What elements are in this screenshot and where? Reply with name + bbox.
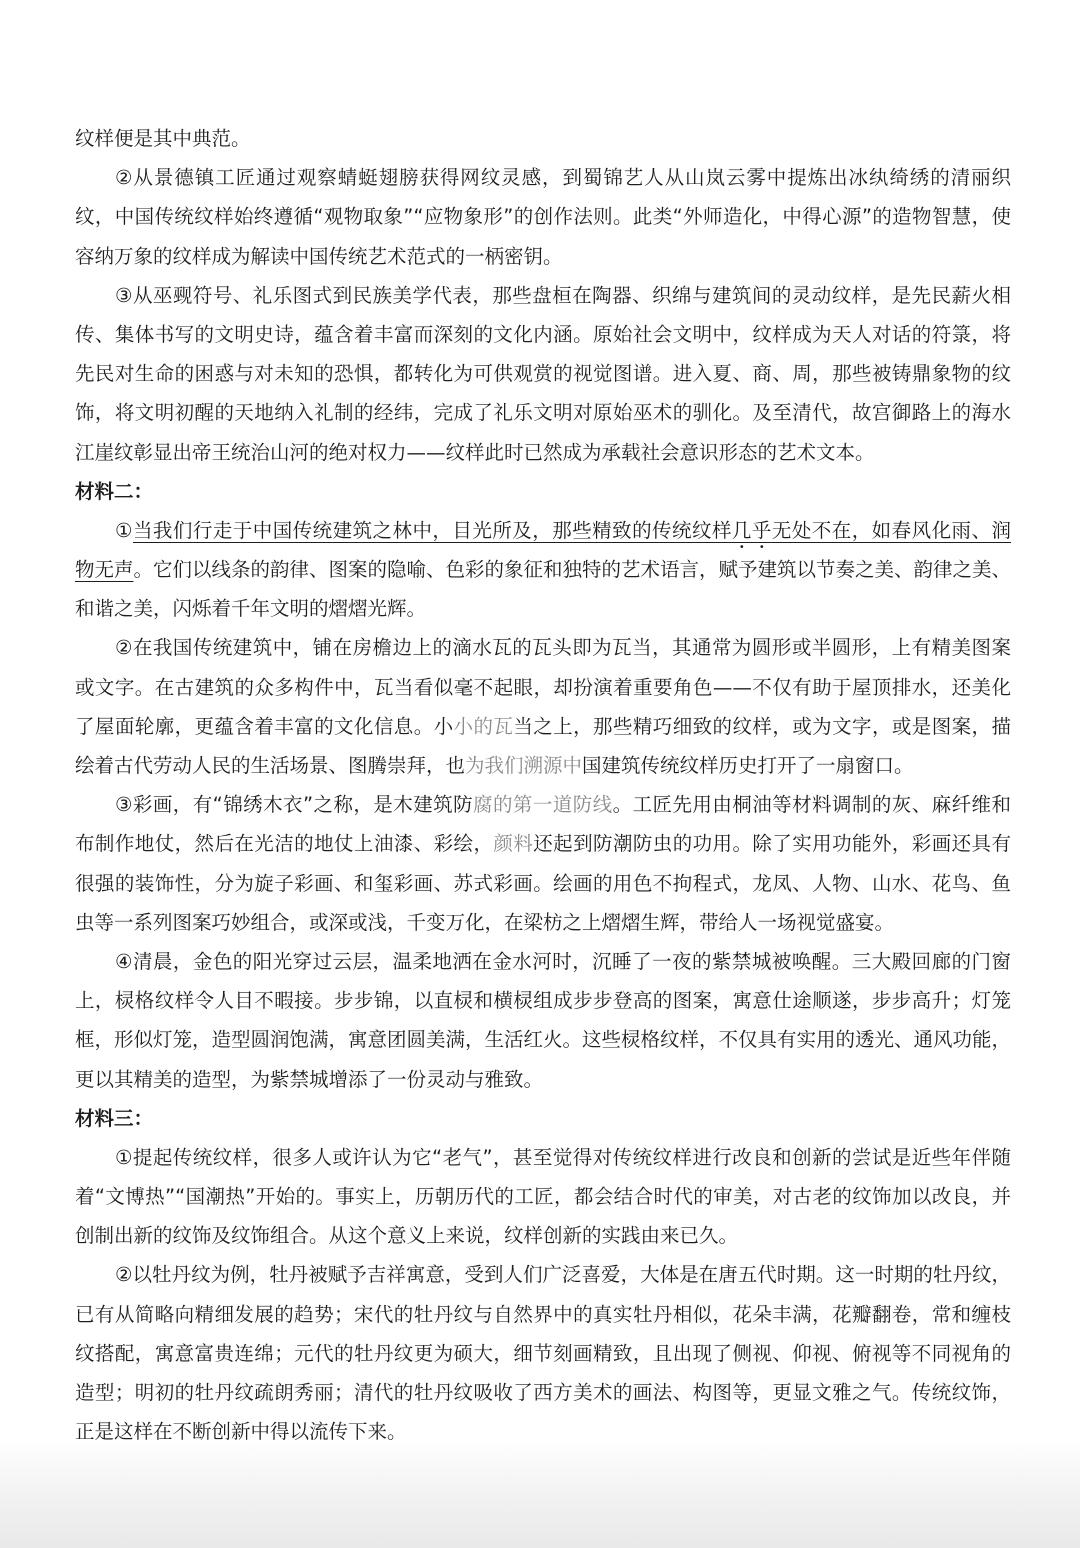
paragraph	[75, 1255, 1011, 1451]
paragraph	[75, 628, 1011, 785]
text-line: ④清晨，金色的阳光穿过云层，温柔地洒在金水河时，沉睡了一夜的紫禁城被唤醒。三大殿回廊的门窗	[115, 949, 1011, 973]
text-segment: 小的瓦	[453, 714, 514, 738]
text-line: 饰，将文明初醒的天地纳入礼制的经纬，完成了礼乐文明对原始巫术的驯化。及至清代，故宫御路上的海水	[75, 401, 1011, 425]
text-line: 创制出新的纹饰及纹饰组合。从这个意义上来说，纹样创新的实践由来已久。	[75, 1224, 739, 1248]
text-line: 纹搭配，寓意富贵连绵；元代的牡丹纹更为硕大，细节刻画精致，且出现了侧视、仰视、俯视等不同视角的	[75, 1341, 1011, 1365]
text-line	[75, 707, 1011, 746]
paragraph	[75, 511, 1011, 629]
text-segment: ③彩画，有“锦绣木衣”之称，是木建筑防	[115, 793, 474, 817]
paragraph	[75, 276, 1011, 472]
text-segment: ①	[115, 518, 133, 542]
text-segment: 国建筑传统纹样历史打开了一扇窗口。	[582, 754, 914, 777]
underlined-text: 无处不在，如春风化雨、润	[771, 518, 1011, 542]
underlined-text: 物无声	[75, 558, 134, 582]
text-segment: 为我们溯源中	[465, 754, 583, 777]
text-line	[75, 785, 1011, 824]
section-heading: 材料二：	[75, 479, 154, 503]
text-line: 正是这样在不断创新中得以流传下来。	[75, 1420, 407, 1444]
paragraph	[75, 119, 1011, 158]
underlined-text: 当我们行走于中国传统建筑之林中，目光所及，那些精致的传统纹样	[132, 518, 732, 542]
text-line: 或文字。在古建筑的众多构件中，瓦当看似毫不起眼，却扮演着重要角色——不仅有助于屋顶排水，还美化	[75, 675, 1011, 699]
paragraph	[75, 158, 1011, 276]
text-line: 已有从简略向精细发展的趋势；宋代的牡丹纹与自然界中的真实牡丹相似，花朵丰满，花瓣翻卷，常和缠枝	[75, 1302, 1011, 1326]
underlined-text: 几乎	[731, 518, 772, 542]
text-line: 很强的装饰性，分为旋子彩画、和玺彩画、苏式彩画。绘画的用色不拘程式，龙凤、人物、山水、花鸟、鱼	[75, 871, 1011, 895]
text-segment: 了屋面轮廓，更蕴含着丰富的文化信息。小	[75, 714, 454, 738]
text-line	[75, 746, 1011, 785]
text-segment: 布制作地仗，然后在光洁的地仗上油漆、彩绘，	[75, 832, 494, 856]
text-line	[75, 511, 1011, 550]
text-line: 虫等一系列图案巧妙组合，或深或浅，千变万化，在梁枋之上熠熠生辉，带给人一场视觉盛宴。	[75, 910, 895, 934]
text-line: ②从景德镇工匠通过观察蜻蜓翅膀获得网纹灵感，到蜀锦艺人从山岚云雾中提炼出冰纨绮绣的清丽织	[115, 166, 1011, 190]
section-heading: 材料三：	[75, 1106, 154, 1130]
text-line: 上，棂格纹样令人目不暇接。步步锦，以直棂和横棂组成步步登高的图案，寓意仕途顺遂，步步高升；灯笼	[75, 989, 1011, 1013]
paragraph	[75, 785, 1011, 942]
text-segment: 颜料	[493, 832, 534, 856]
paragraph	[75, 942, 1011, 1099]
text-line: ②以牡丹纹为例，牡丹被赋予吉祥寓意，受到人们广泛喜爱，大体是在唐五代时期。这一时期的牡丹纹，	[115, 1263, 1011, 1287]
document-body	[75, 119, 1011, 1451]
text-line: 和谐之美，闪烁着千年文明的熠熠光辉。	[75, 597, 427, 621]
text-line: ③从巫觋符号、礼乐图式到民族美学代表，那些盘桓在陶器、织绵与建筑间的灵动纹样，是先民薪火相	[115, 283, 1011, 307]
text-segment: 腐的第一道防线	[473, 793, 613, 817]
text-line: 着“文博热”“国潮热”开始的。事实上，历朝历代的工匠，都会结合时代的审美，对古老的纹饰加以改良，并	[75, 1185, 1011, 1209]
text-line: 容纳万象的纹样成为解读中国传统艺术范式的一柄密钥。	[75, 244, 563, 268]
text-line: ②在我国传统建筑中，铺在房檐边上的滴水瓦的瓦头即为瓦当，其通常为圆形或半圆形，上有精美图案	[115, 636, 1011, 660]
text-segment: 。它们以线条的韵律、图案的隐喻、色彩的象征和独特的艺术语言，赋予建筑以节奏之美、韵律之美、	[133, 558, 1012, 582]
text-line: 纹，中国传统纹样始终遵循“观物取象”“应物象形”的创作法则。此类“外师造化，中得心源”的造物智慧，使	[75, 205, 1011, 229]
text-line	[75, 550, 1011, 589]
text-line: 传、集体书写的文明史诗，蕴含着丰富而深刻的文化内涵。原始社会文明中，纹样成为天人对话的符箓，将	[75, 322, 1011, 346]
paragraph	[75, 1138, 1011, 1256]
text-segment: 绘着古代劳动人民的生活场景、图腾崇拜，也	[75, 754, 466, 777]
text-line: 纹样便是其中典范。	[75, 127, 251, 150]
text-segment: 。工匠先用由桐油等材料调制的灰、麻纤维和	[612, 793, 1011, 817]
text-line: 先民对生命的困惑与对未知的恐惧，都转化为可供观赏的视觉图谱。进入夏、商、周，那些被铸鼎象物的纹	[75, 362, 1011, 386]
text-line: ①提起传统纹样，很多人或许认为它“老气”，甚至觉得对传统纹样进行改良和创新的尝试是近些年伴随	[115, 1145, 1011, 1169]
text-line: 框，形似灯笼，造型圆润饱满，寓意团圆美满，生活红火。这些棂格纹样，不仅具有实用的透光、通风功能，	[75, 1028, 1012, 1052]
text-segment: 还起到防潮防虫的功用。除了实用功能外，彩画还具有	[533, 832, 1011, 856]
text-line: 造型；明初的牡丹纹疏朗秀丽；清代的牡丹纹吸收了西方美术的画法、构图等，更显文雅之气。传统纹饰，	[75, 1381, 1011, 1404]
text-line: 江崖纹彰显出帝王统治山河的绝对权力——纹样此时已然成为承载社会意识形态的艺术文本。	[75, 440, 875, 464]
text-segment: 当之上，那些精巧细致的纹样，或为文字，或是图案，描	[513, 714, 1011, 738]
text-line	[75, 824, 1011, 863]
text-line: 更以其精美的造型，为紫禁城增添了一份灵动与雅致。	[75, 1067, 544, 1091]
